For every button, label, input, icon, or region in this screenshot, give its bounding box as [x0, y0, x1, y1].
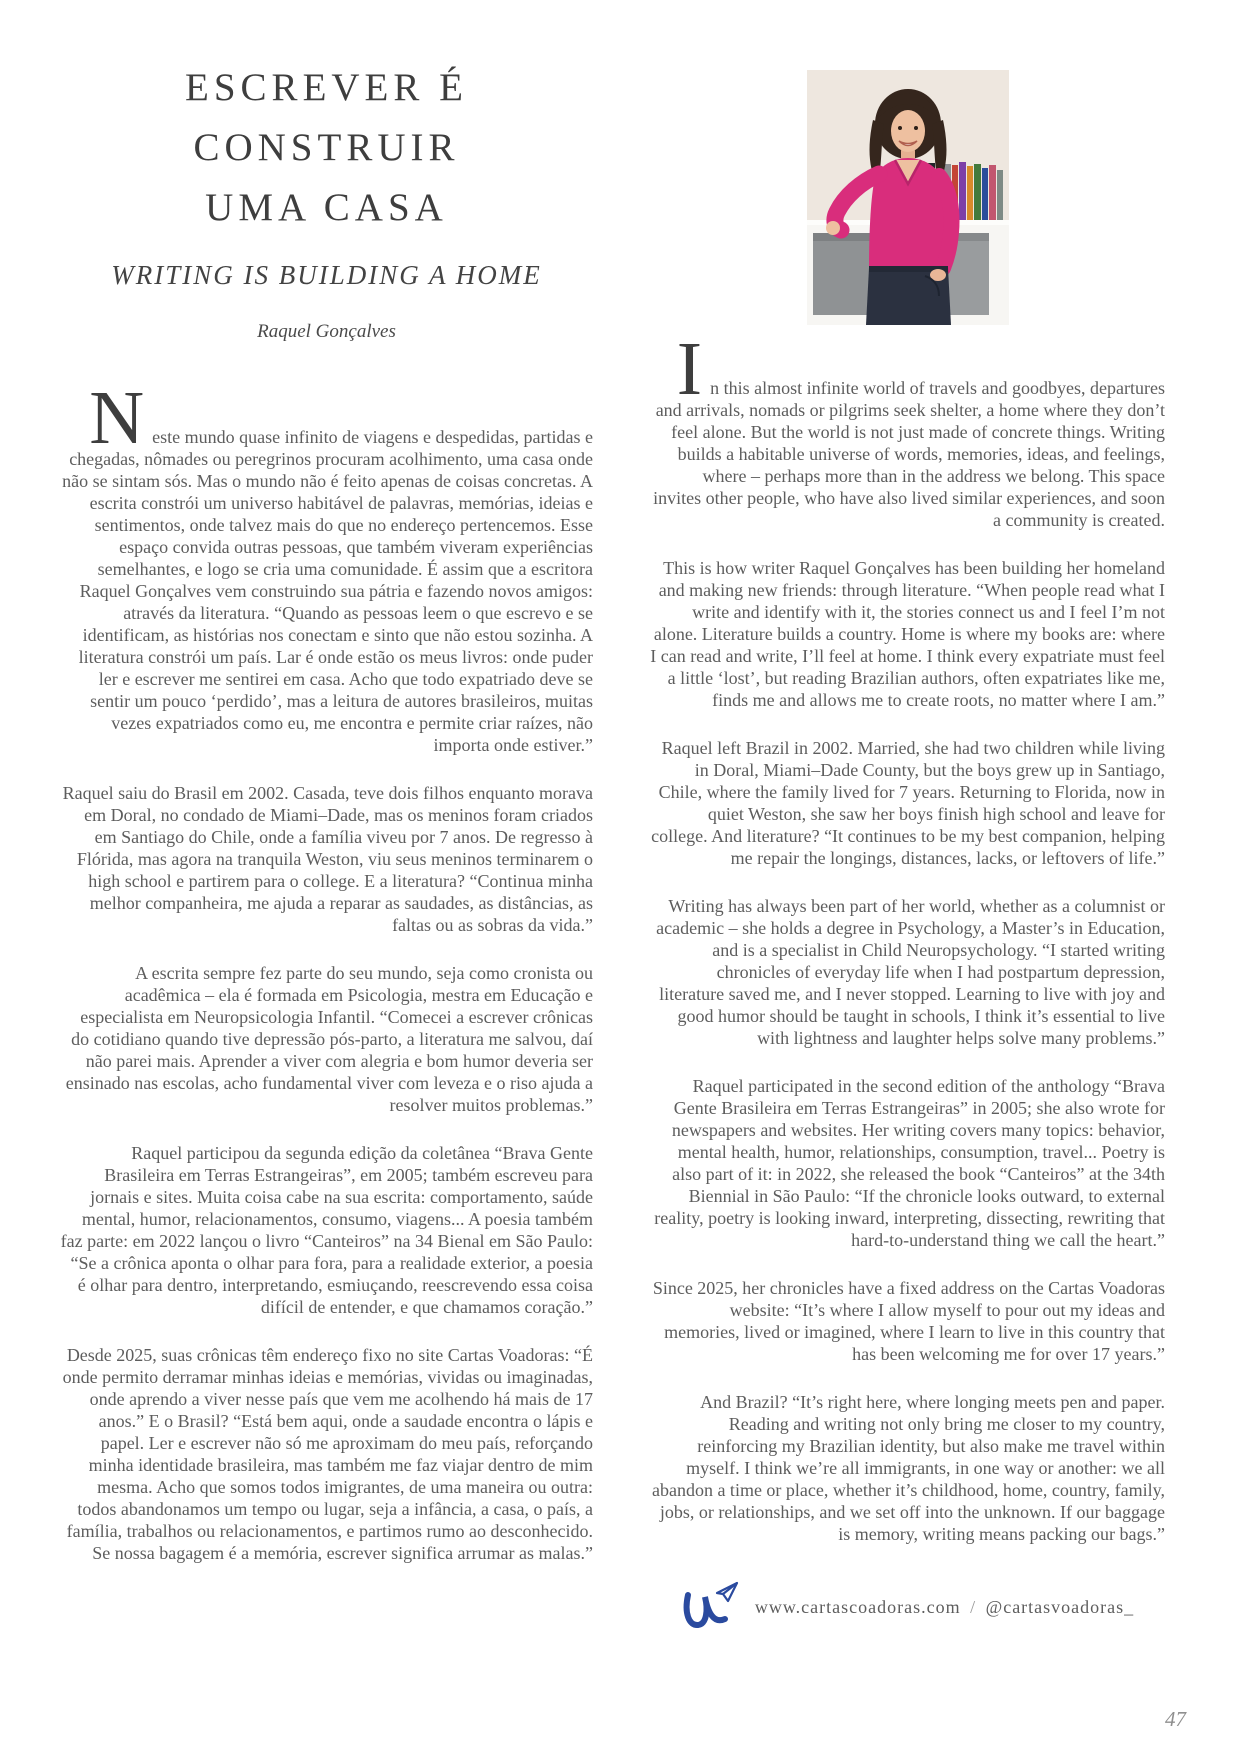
paragraph-pt-4: Raquel participou da segunda edição da coletânea “Brava Gente Brasileira em Terras Estrangeiras”, em 2005; também escreveu para jornais e sites. Muita coisa cabe na sua escrita: comportamento, saúde mental, humor, relacionamentos, consumo, viagens... A poesia também faz parte: em 2022 lançou o livro “Canteiros” na 34 Bienal em São Paulo: “Se a crônica aponta o olhar para fora, para a realidade exterior, a poesia é olhar para dentro, interpretando, esmiuçando, reescrevendo essa coisa difícil de entender, e que chamamos coração.”: [60, 1143, 593, 1317]
paragraph-en-1-text: n this almost infinite world of travels and goodbyes, departures and arrivals, nomads or pilgrims seek shelter, a home where they don’t feel alone. But the world is not just made of concrete things. Writing builds a habitable universe of words, memories, ideas, and feelings, where – perhaps more than in the address we belong. This space invites other people, who have also lived similar experiences, and soon a community is created.: [653, 378, 1165, 530]
paragraph-pt-2: Raquel saiu do Brasil em 2002. Casada, teve dois filhos enquanto morava em Doral, no condado de Miami–Dade, mas os meninos foram criados em Santiago do Chile, onde a família viveu por 7 anos. De regresso à Flórida, mas agora na tranquila Weston, viu seus meninos terminarem o high school e partirem para o college. E a literatura? “Continua minha melhor companheira, me ajuda a reparar as saudades, as distâncias, as faltas ou as sobras da vida.”: [62, 783, 593, 935]
instagram-handle[interactable]: @cartasvoadoras_: [985, 1597, 1135, 1617]
paragraph-pt-1: [60, 376, 593, 756]
page-number: 47: [1165, 1707, 1186, 1731]
author-photo: [807, 70, 1009, 330]
paragraph-en-6: Since 2025, her chronicles have a fixed address on the Cartas Voadoras website: “It’s where I allow myself to pour out my ideas and memories, lived or imagined, where I learn to live in this country that has been welcoming me for over 17 years.”: [652, 1278, 1165, 1364]
article-subtitle: WRITING IS BUILDING A HOME: [111, 260, 542, 290]
dropcap-n: N: [89, 376, 145, 460]
paragraph-en-2: This is how writer Raquel Gonçalves has been building her homeland and making new friends: through literature. “When people read what I write and identify with it, the stories connect us and I feel I’m not alone. Literature builds a country. Home is where my books are: where I can read and write, I’ll feel at home. I think every expatriate must feel a little ‘lost’, but reading Brazilian authors, often expatriates like me, finds me and allows me to create roots, no matter where I am.”: [650, 558, 1165, 710]
footer-separator: /: [970, 1597, 977, 1617]
paragraph-en-4: Writing has always been part of her world, whether as a columnist or academic – she holds a degree in Psychology, a Master’s in Education, and is a specialist in Child Neuropsychology. “I started writing chronicles of everyday life when I had postpartum depression, literature saved me, and I never stopped. Learning to live with joy and good humor should be taught in schools, I think it’s essential to live with lightness and laughter helps solve many problems.”: [656, 896, 1165, 1048]
paragraph-en-1: [650, 327, 1165, 531]
paragraph-en-5: Raquel participated in the second edition of the anthology “Brava Gente Brasileira em Terras Estrangeiras” in 2005; she also wrote for newspapers and websites. Her writing covers many topics: behavior, mental health, humor, relationships, consumption, travel... Poetry is also part of it: in 2022, she released the book “Canteiros” at the 34th Biennial in São Paulo: “If the chronicle looks outward, to external reality, poetry is looking inward, interpreting, dissecting, rewriting that hard-to-understand thing we call the heart.”: [654, 1076, 1165, 1250]
cartas-voadoras-logo-icon: [681, 1579, 739, 1636]
paragraph-en-7: And Brazil? “It’s right here, where longing meets pen and paper. Reading and writing not only bring me closer to my country, reinforcing my Brazilian identity, but also make me travel within myself. I think we’re all immigrants, in one way or another: we all abandon a time or place, whether it’s childhood, home, country, family, jobs, or relationships, and we set off into the unknown. If our baggage is memory, writing means packing our bags.”: [651, 1392, 1165, 1544]
paragraph-pt-3: A escrita sempre fez parte do seu mundo, seja como cronista ou acadêmica – ela é formada em Psicologia, mestra em Educação e especialista em Neuropsicologia Infantil. “Comecei a escrever crônicas do cotidiano quando tive depressão pós-parto, a literatura me salvou, daí não parei mais. Aprender a viver com alegria e bom humor deveria ser ensinado nas escolas, acho fundamental viver com leveza e o riso ajuda a resolver muitos problemas.”: [65, 963, 593, 1115]
footer: [650, 1579, 1165, 1636]
english-text-block: [650, 327, 1165, 1545]
dropcap-i: I: [676, 327, 703, 411]
portuguese-text-block: [60, 376, 593, 1564]
paragraph-pt-5: Desde 2025, suas crônicas têm endereço fixo no site Cartas Voadoras: “É onde permito derramar minhas ideias e memórias, vividas ou imaginadas, onde aprendo a viver nesse país que vem me acolhendo há mais de 17 anos.” E o Brasil? “Está bem aqui, onde a saudade encontra o lápis e papel. Ler e escrever não só me aproximam do meu país, reforçando minha identidade brasileira, mas também me faz viajar dentro de mim mesma. Acho que somos todos imigrantes, de uma maneira ou outra: todos abandonamos um tempo ou lugar, seja a infância, a casa, o país, a família, trabalhos ou relacionamentos, e partimos rumo ao desconhecido. Se nossa bagagem é a memória, escrever significa arrumar as malas.”: [62, 1345, 593, 1563]
title-line-2: UMA CASA: [205, 186, 448, 229]
footer-links: [755, 1597, 1134, 1618]
paragraph-pt-1-text: este mundo quase infinito de viagens e despedidas, partidas e chegadas, nômades ou peregrinos procuram acolhimento, uma casa onde não se sintam sós. Mas o mundo não é feito apenas de coisas concretas. A escrita constrói um universo habitável de palavras, memórias, ideias e sentimentos, onde talvez mais do que no endereço pertencemos. Esse espaço convida outras pessoas, que também viveram experiências semelhantes, e logo se cria uma comunidade. É assim que a escritora Raquel Gonçalves vem construindo sua pátria e fazendo novos amigos: através da literatura. “Quando as pessoas leem o que escrevo e se identificam, as histórias nos conectam e sinto que não estou sozinha. A literatura constrói um país. Lar é onde estão os meus livros: onde puder ler e escrever me sentirei em casa. Acho que todo expatriado deve se sentir um pouco ‘perdido’, mas a leitura de autores brasileiros, muitas vezes expatriados como eu, me encontra e permite criar raízes, não importa onde estiver.”: [62, 427, 593, 755]
author-byline: Raquel Gonçalves: [257, 321, 396, 342]
article-title: [60, 58, 593, 238]
author-photo-illustration: [807, 70, 1009, 325]
right-column: [650, 70, 1165, 1636]
title-line-1: ESCREVER É CONSTRUIR: [185, 66, 468, 169]
paragraph-en-3: Raquel left Brazil in 2002. Married, she had two children while living in Doral, Miami–Dade County, but the boys grew up in Santiago, Chile, where the family lived for 7 years. Returning to Florida, now in quiet Weston, she saw her boys finish high school and leave for college. And literature? “It continues to be my best companion, helping me repair the longings, distances, lacks, or leftovers of life.”: [651, 738, 1165, 868]
website-url[interactable]: www.cartascoadoras.com: [754, 1597, 961, 1617]
left-column: [60, 58, 593, 1564]
